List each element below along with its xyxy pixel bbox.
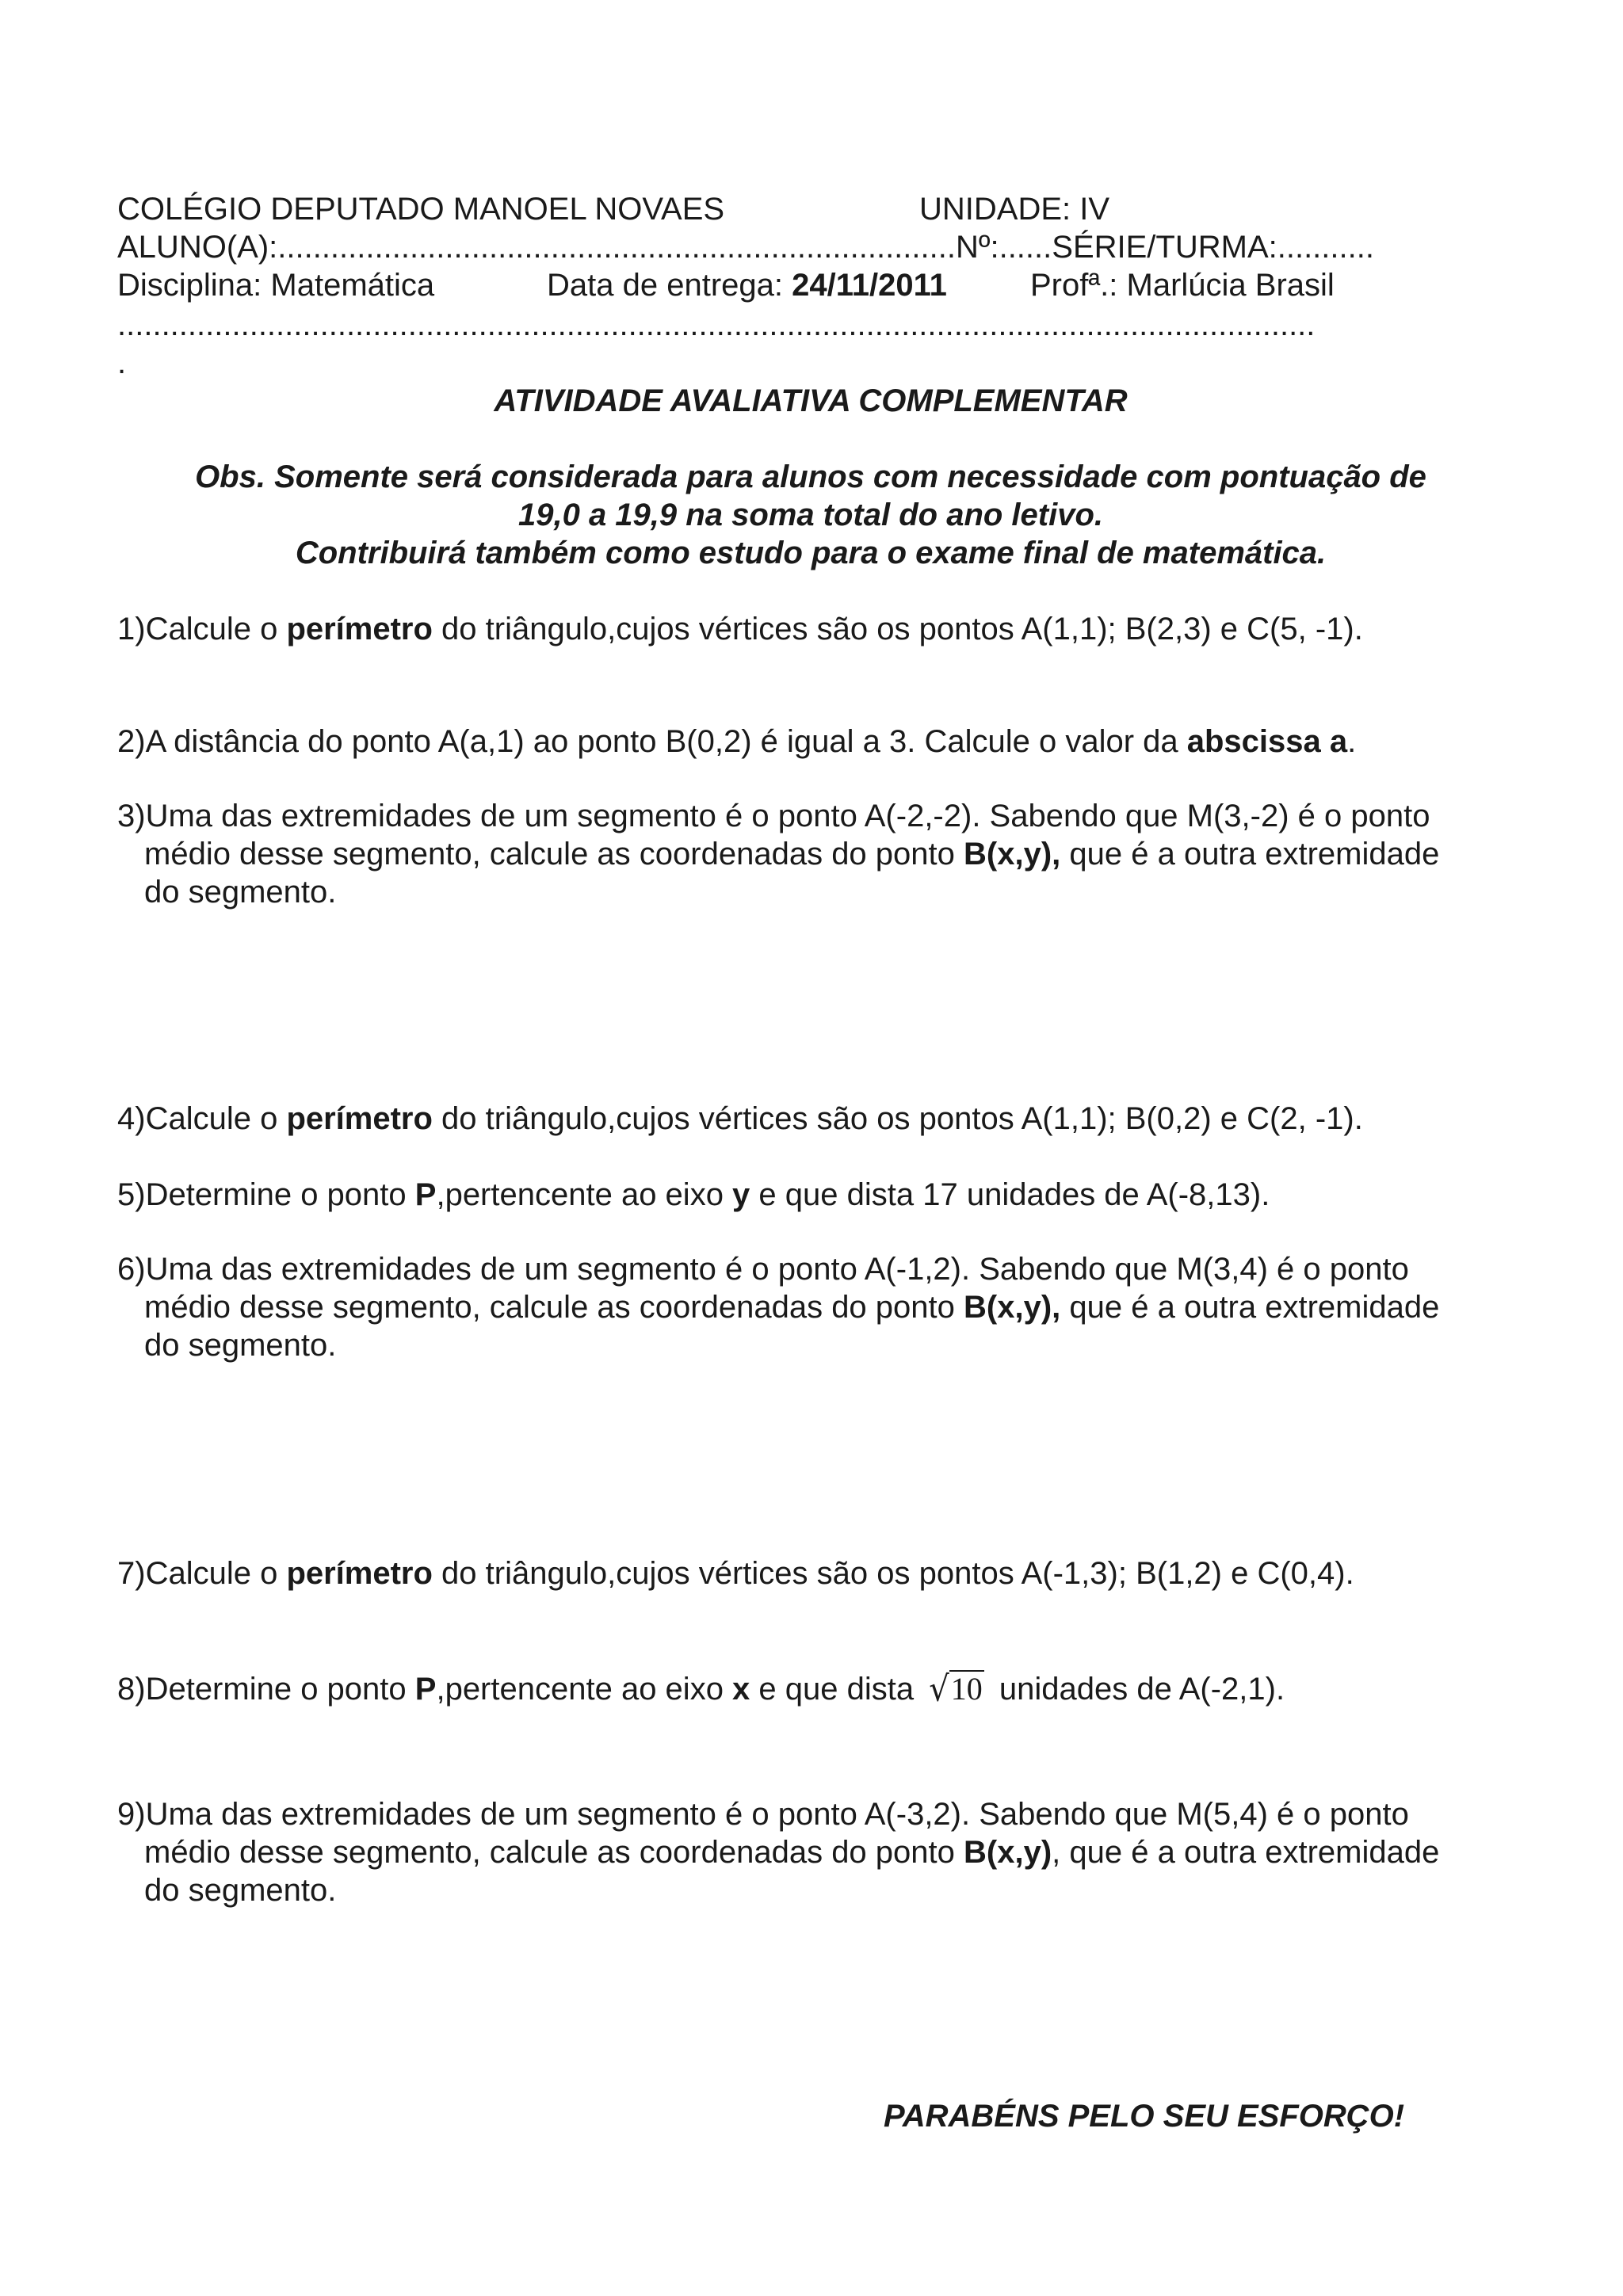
delivery-date: 24/11/2011 (792, 268, 947, 303)
question-3-line-3: do segmento. (144, 875, 337, 910)
teacher-label: Profª.: Marlúcia Brasil (1030, 268, 1335, 303)
question-5-text-mid: ,pertencente ao eixo (436, 1177, 733, 1212)
question-6 (117, 1250, 1512, 1364)
obs-line-3: Contribuirá também como estudo para o exame final de matemática. (295, 536, 1327, 570)
question-5-bold-p: P (414, 1177, 437, 1212)
question-3-line-2 (117, 835, 1512, 873)
question-2-text: 2)A distância do ponto A(a,1) ao ponto B(0,2) é igual a 3. Calcule o valor da (117, 724, 1187, 759)
question-2-bold: abscissa a (1186, 724, 1348, 759)
question-3-text: médio desse segmento, calcule as coordenadas do ponto (144, 837, 964, 871)
question-3-bold: B(x,y), (964, 837, 1061, 871)
question-2 (117, 723, 1512, 761)
question-1 (117, 610, 1512, 648)
delivery-label: Data de entrega: (547, 268, 792, 303)
question-6-line-3: do segmento. (144, 1328, 337, 1363)
school-name: COLÉGIO DEPUTADO MANOEL NOVAES (117, 192, 725, 227)
page-title: ATIVIDADE AVALIATIVA COMPLEMENTAR (494, 383, 1128, 418)
question-1-bold: perímetro (286, 612, 433, 646)
radical-sign: √ (929, 1669, 949, 1710)
dots-separator: ........................................................................................................................................ (117, 307, 1316, 342)
question-9-line-1: 9)Uma das extremidades de um segmento é o ponto A(-3,2). Sabendo que M(5,4) é o ponto (117, 1797, 1409, 1832)
question-3 (117, 797, 1512, 911)
question-1-text-end: do triângulo,cujos vértices são os pontos A(1,1); B(2,3) e C(5, -1). (432, 612, 1363, 646)
radicand: 10 (950, 1671, 983, 1707)
square-root-symbol (929, 1670, 984, 1708)
question-4-text: 4)Calcule o (117, 1101, 287, 1136)
student-line: ALUNO(A):.............................................................................Nº:......SÉRIE/TURMA:........... (117, 230, 1374, 265)
question-6-line-2 (117, 1288, 1512, 1326)
question-6-bold: B(x,y), (964, 1290, 1061, 1325)
question-8-text-dista: e que dista (750, 1672, 923, 1707)
question-8-bold-axis: x (732, 1672, 750, 1707)
unit-label: UNIDADE: IV (919, 192, 1110, 227)
question-8-text-end: unidades de A(-2,1). (990, 1672, 1285, 1707)
question-7 (117, 1554, 1512, 1592)
question-8 (117, 1670, 1512, 1708)
question-5 (117, 1176, 1512, 1214)
dot-separator: . (117, 345, 127, 380)
question-9-line-2 (117, 1833, 1512, 1871)
question-9 (117, 1795, 1512, 1909)
question-5-bold-axis: y (732, 1177, 750, 1212)
obs-line-1: Obs. Somente será considerada para alunos com necessidade com pontuação de (195, 460, 1426, 494)
question-5-text-end: e que dista 17 unidades de A(-8,13). (750, 1177, 1270, 1212)
question-9-bold: B(x,y) (964, 1835, 1052, 1870)
question-8-bold-p: P (414, 1672, 437, 1707)
question-6-text-end: que é a outra extremidade (1060, 1290, 1440, 1325)
question-8-text-mid: ,pertencente ao eixo (436, 1672, 733, 1707)
question-9-text: médio desse segmento, calcule as coordenadas do ponto (144, 1835, 964, 1870)
question-9-line-3: do segmento. (144, 1873, 337, 1908)
question-6-text: médio desse segmento, calcule as coordenadas do ponto (144, 1290, 964, 1325)
question-7-text: 7)Calcule o (117, 1556, 287, 1591)
question-1-text: 1)Calcule o (117, 612, 287, 646)
footer-message: PARABÉNS PELO SEU ESFORÇO! (884, 2099, 1405, 2134)
question-4-bold: perímetro (286, 1101, 433, 1136)
question-2-text-end: . (1347, 724, 1357, 759)
question-7-bold: perímetro (286, 1556, 433, 1591)
question-7-text-end: do triângulo,cujos vértices são os pontos A(-1,3); B(1,2) e C(0,4). (432, 1556, 1354, 1591)
delivery-date-field (547, 266, 947, 304)
question-6-line-1: 6)Uma das extremidades de um segmento é o ponto A(-1,2). Sabendo que M(3,4) é o ponto (117, 1252, 1409, 1287)
question-5-text: 5)Determine o ponto (117, 1177, 415, 1212)
question-9-text-end: , que é a outra extremidade (1052, 1835, 1440, 1870)
question-8-text: 8)Determine o ponto (117, 1672, 415, 1707)
obs-line-2: 19,0 a 19,9 na soma total do ano letivo. (517, 498, 1104, 532)
question-3-line-1: 3)Uma das extremidades de um segmento é o ponto A(-2,-2). Sabendo que M(3,-2) é o ponto (117, 799, 1430, 833)
subject-label: Disciplina: Matemática (117, 268, 435, 303)
question-4-text-end: do triângulo,cujos vértices são os pontos A(1,1); B(0,2) e C(2, -1). (432, 1101, 1363, 1136)
question-4 (117, 1100, 1512, 1138)
question-3-text-end: que é a outra extremidade (1060, 837, 1440, 871)
